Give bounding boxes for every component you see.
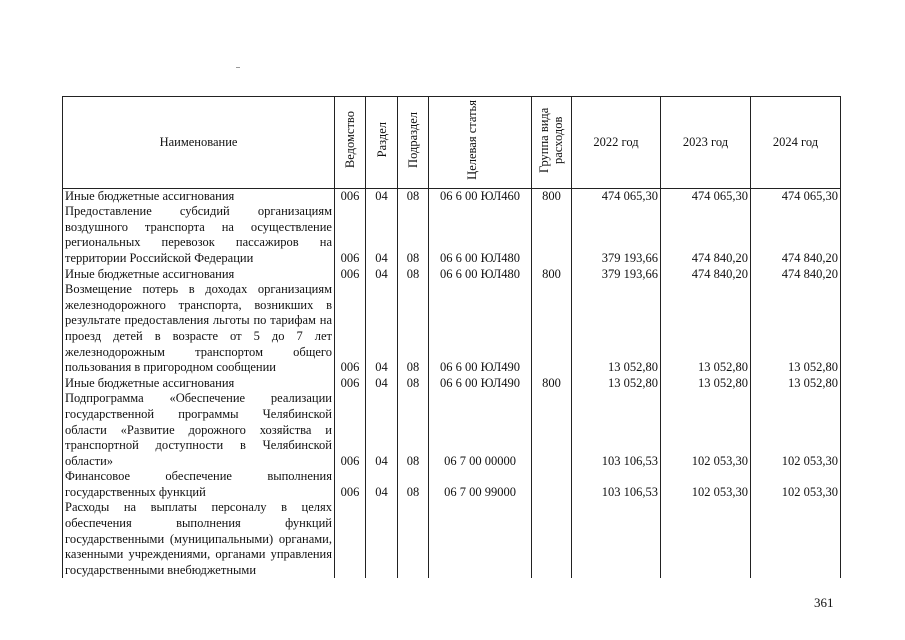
header-row bbox=[63, 97, 841, 189]
cell-podrazdel: 08 bbox=[398, 267, 429, 283]
cell-y2022: 474 065,30 bbox=[572, 188, 661, 204]
cell-name: Возмещение потерь в доходах организациям железнодорожного транспорта, возникших в результате предоставления льготы по тарифам на проезд детей в возрасте от 5 до 7 лет железнодорожным транспортом общего пользования в пригородном сообщении bbox=[63, 282, 335, 376]
cell-y2024: 474 840,20 bbox=[751, 204, 841, 266]
page-number: 361 bbox=[814, 595, 834, 610]
cell-ved: 006 bbox=[335, 204, 366, 266]
cell-gruppa: 800 bbox=[532, 188, 572, 204]
header-gruppa: Группа вида расходов bbox=[532, 97, 572, 189]
cell-y2022: 13 052,80 bbox=[572, 376, 661, 392]
cell-y2024: 102 053,30 bbox=[751, 469, 841, 500]
table-row bbox=[63, 204, 841, 266]
cell-name: Подпрограмма «Обеспечение реализации государственной программы Челябинской области «Развитие дорожного хозяйства и транспортной доступности в Челябинской области» bbox=[63, 391, 335, 469]
cell-y2022: 103 106,53 bbox=[572, 391, 661, 469]
cell-y2022: 379 193,66 bbox=[572, 204, 661, 266]
cell-razdel: 04 bbox=[366, 204, 398, 266]
cell-cel: 06 6 00 ЮЛ480 bbox=[429, 267, 532, 283]
header-razdel: Раздел bbox=[366, 97, 398, 189]
header-2024: 2024 год bbox=[751, 97, 841, 189]
cell-y2024: 102 053,30 bbox=[751, 391, 841, 469]
cell-y2024: 474 065,30 bbox=[751, 188, 841, 204]
cell-razdel: 04 bbox=[366, 282, 398, 376]
table-row bbox=[63, 282, 841, 376]
cell-podrazdel bbox=[398, 500, 429, 578]
cell-razdel: 04 bbox=[366, 469, 398, 500]
table-row bbox=[63, 500, 841, 578]
cell-y2022 bbox=[572, 500, 661, 578]
header-2022: 2022 год bbox=[572, 97, 661, 189]
cell-podrazdel: 08 bbox=[398, 376, 429, 392]
cell-name: Предоставление субсидий организациям воздушного транспорта на осуществление региональных перевозок пассажиров на территории Российской Федерации bbox=[63, 204, 335, 266]
header-cel: Целевая статья bbox=[429, 97, 532, 189]
cell-y2024: 474 840,20 bbox=[751, 267, 841, 283]
cell-y2023: 474 840,20 bbox=[661, 267, 751, 283]
header-name: Наименование bbox=[63, 97, 335, 189]
cell-y2023: 102 053,30 bbox=[661, 391, 751, 469]
cell-gruppa bbox=[532, 500, 572, 578]
table-row bbox=[63, 469, 841, 500]
cell-gruppa bbox=[532, 469, 572, 500]
cell-y2023: 13 052,80 bbox=[661, 376, 751, 392]
cell-y2023: 474 065,30 bbox=[661, 188, 751, 204]
cell-ved: 006 bbox=[335, 391, 366, 469]
header-2023: 2023 год bbox=[661, 97, 751, 189]
cell-razdel: 04 bbox=[366, 188, 398, 204]
cell-gruppa: 800 bbox=[532, 376, 572, 392]
cell-ved bbox=[335, 500, 366, 578]
cell-gruppa bbox=[532, 391, 572, 469]
cell-name: Иные бюджетные ассигнования bbox=[63, 188, 335, 204]
cell-name: Расходы на выплаты персоналу в целях обеспечения выполнения функций государственными (муниципальными) органами, казенными учреждениями, органами управления государственными внебюджетными bbox=[63, 500, 335, 578]
cell-razdel: 04 bbox=[366, 267, 398, 283]
cell-razdel bbox=[366, 500, 398, 578]
cell-cel: 06 6 00 ЮЛ460 bbox=[429, 188, 532, 204]
cell-cel: 06 6 00 ЮЛ480 bbox=[429, 204, 532, 266]
cell-ved: 006 bbox=[335, 188, 366, 204]
cell-y2023 bbox=[661, 500, 751, 578]
cell-ved: 006 bbox=[335, 282, 366, 376]
cell-razdel: 04 bbox=[366, 376, 398, 392]
cell-gruppa: 800 bbox=[532, 267, 572, 283]
cell-y2024 bbox=[751, 500, 841, 578]
cell-cel: 06 7 00 99000 bbox=[429, 469, 532, 500]
cell-cel: 06 6 00 ЮЛ490 bbox=[429, 282, 532, 376]
cell-y2022: 103 106,53 bbox=[572, 469, 661, 500]
cell-podrazdel: 08 bbox=[398, 391, 429, 469]
cell-podrazdel: 08 bbox=[398, 188, 429, 204]
cell-podrazdel: 08 bbox=[398, 204, 429, 266]
cell-y2023: 102 053,30 bbox=[661, 469, 751, 500]
scan-speck bbox=[236, 67, 240, 68]
cell-gruppa bbox=[532, 204, 572, 266]
cell-gruppa bbox=[532, 282, 572, 376]
cell-podrazdel: 08 bbox=[398, 469, 429, 500]
budget-table-container bbox=[62, 96, 840, 578]
cell-name: Финансовое обеспечение выполнения государственных функций bbox=[63, 469, 335, 500]
table-row bbox=[63, 376, 841, 392]
cell-razdel: 04 bbox=[366, 391, 398, 469]
cell-ved: 006 bbox=[335, 267, 366, 283]
table-row bbox=[63, 391, 841, 469]
cell-ved: 006 bbox=[335, 376, 366, 392]
cell-y2024: 13 052,80 bbox=[751, 376, 841, 392]
table-row bbox=[63, 267, 841, 283]
header-podrazdel: Подраздел bbox=[398, 97, 429, 189]
cell-ved: 006 bbox=[335, 469, 366, 500]
cell-y2023: 13 052,80 bbox=[661, 282, 751, 376]
cell-name: Иные бюджетные ассигнования bbox=[63, 267, 335, 283]
cell-cel: 06 7 00 00000 bbox=[429, 391, 532, 469]
budget-table bbox=[62, 96, 841, 578]
cell-y2022: 13 052,80 bbox=[572, 282, 661, 376]
cell-cel: 06 6 00 ЮЛ490 bbox=[429, 376, 532, 392]
cell-y2022: 379 193,66 bbox=[572, 267, 661, 283]
cell-y2023: 474 840,20 bbox=[661, 204, 751, 266]
header-ved: Ведомство bbox=[335, 97, 366, 189]
table-body bbox=[63, 188, 841, 578]
cell-cel bbox=[429, 500, 532, 578]
table-row bbox=[63, 188, 841, 204]
cell-podrazdel: 08 bbox=[398, 282, 429, 376]
cell-y2024: 13 052,80 bbox=[751, 282, 841, 376]
cell-name: Иные бюджетные ассигнования bbox=[63, 376, 335, 392]
